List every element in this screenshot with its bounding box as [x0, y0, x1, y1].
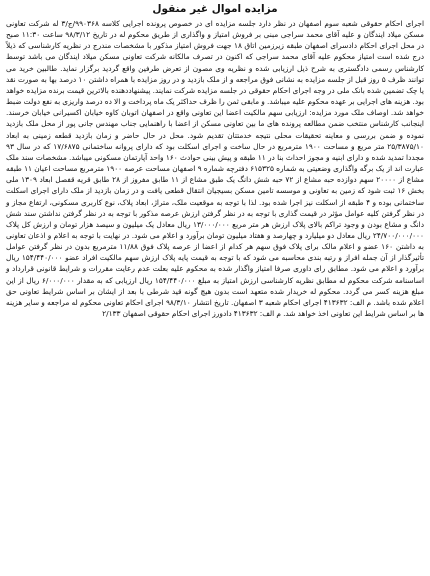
notice-title: مزایده اموال غیر منقول [152, 3, 278, 15]
notice-body-text: اجرای احکام حقوقی شعبه سوم اصفهان در نظر دارد جلسه مزایده ای در خصوص پرونده اجرایی کلاسه ۹۹۰۳۶۸/ج/۳ له شرکت تعاونی مسکن میلاد ایندگان و علیه آقای محمد سراجی مبنی بر فروش امتیاز و واگذاری از طریق محکوم له در تاریخ ۹۸/۳/۱۲ ساعت ۱۱:۳۰ صبح در محل اجرای احکام دادسرای اصفهان طبقه زیرزمین اتاق ۱۸ جهت فروش امتیاز مذکور با مشخصات مندرج در نظریه کارشناسی که ذیلاً درج شده است امتیاز محکوم علیه آقای محمد سراجی که اکنون در تصرف مالکانه شرکت تعاونی مسکن میلاد ایندگان می باشد توسط کارشناس رسمی دادگستری به شرح ذیل ارزیابی شده و نظریه وی مصون از تعرض طرفین واقع گردید برگزار نماید. طالبین خرید می توانند ظرف ۵ روز قبل از جلسه مزایده به نشانی فوق مراجعه و از ملک بازدید و در روز مزایده با همراه داشتن ۱۰ درصد بها به صورت نقد یا چک تضمین شده بانک ملی در وجه اجرای احکام حقوقی در جلسه مزایده شرکت نمایند. پیشنهاددهنده بالاترین قیمت برنده مزایده خواهد بود. هزینه های اجرایی بر عهده محکوم علیه میباشد. و مابقی ثمن را ظرف حداکثر یک ماه پرداخت و الا ده درصد واریزی به نفع دولت ضبط خواهد شد. اوصاف ملک مورد مزایده: ارزیابی سهم مالکیت اعضا این تعاونی واقع در اصفهان اتوبان کاوه خیابان اکسیرانی خیابان خرسند. اینجانب کارشناس منتخب ضمن مطالعه پرونده های ما بین تعاونی مسکن از اعضا با راهنمایی جناب مهندس جانی پور از محل ملک بازدید نموده و ضمن بررسی و معاینه تحقیقات محلی نتیجه خدمتتان تقدیم شود. محل در حال حاضر و زمان بازدید قطعه زمینی به ابعاد ۲۵/۳۸۷۵/۱۰ متر مربع و مساحت ۱۹۰۰ مترمربع در حال ساخت و اجرای اسکلت بود که دارای پروانه ساختمانی ۱۷/۶۸۷۵ که در سال ۹۳ مجددا تمدید شده و دارای ابنیه و مجوز احداث بنا در ۱۱ طبقه و پیش بینی حوادث ۱۶۰ واحد آپارتمان مسکونی میباشد. مشخصات سند ملک عبارت اند از یک برگه واگذاری وضعیتی به شماره ۶۱۵۳۲۵ دفترچه شماره ۹ اصفهان مساحت عرصه ۱۹۰۰ مترمربع مساحت اعیان ۱۱ طبقه مشاع از ۲۰۰۰۰ سهم دوازده حبه مشاع از ۷۲ حبه شش دانگ یک طبق مشاع از ۱۱ طابق مفروز از ۲۸ طابق قریه قفصل ابعاد ۱۳۰۹ ملی بخش ۱۶ ثبت شود که زمین به تعاونی و موسسه تامین مسکن بسیجیان انتقال قطعی یافت و در زمان بازدید از ملک دارای اجرای اسکلت ساختمانی بوده و ۴ طبقه از اسکلت نیز اجرا شده بود. لذا با توجه به موقعیت ملک، متراژ، ابعاد پلاک، نوع کاربری مسکونی، ارتفاع مجاز و در نظر گرفتن کلیه عوامل مؤثر در قیمت گذاری با توجه به در نظر گرفتن ارزش عرصه مذکور با توجه به در نظر گرفتن نداشتن سند شش دانگ و مشاع بودن و وجود تراکم بالای پلاک ارزش هر متر مربع ۱۳/۰۰۰/۰۰۰ ریال معادل یک میلیون و سیصد هزار تومان و ارزش کل پلاک ۲۴/۷۰۰/۰۰۰/۰۰۰ ریال معادل دو میلیارد و چهارصد و هفتاد میلیون تومان برآورد و اعلام می شود. در نهایت با توجه به اعلام و اذعان تعاونی به داشتن ۱۶۰ عضو و اعلام مالک برای پلاک فوق سهم هر کدام از اعضا از عرصه پلاک فوق ۱۱/۸۸ مترمربع بدون در نظر گرفتن عوامل تأثیرگذار از آن جمله افراز و رتبه بندی محاسبه می شود که با توجه به قیمت پایه پلاک ارزش سهم مالکیت افراد عضو ۱۵۴/۴۴۰/۰۰۰ ریال برآورد و اعلام می شود. مطابق رای داوری صرفا امتیاز واگذار شده به محکوم علیه بعلت عدم رعایت مقررات و شرایط قانونی قرارداد و اساسنامه شرکت محکوم له مطابق نظریه کارشناسی ارزش امتیاز به مبلغ ۱۵۴/۴۴۰/۰۰۰ ریال ارزیابی که به مقدار ۶/۰۰۰/۰۰۰ ریال از این مبلغ هزینه کسر می گردد. محکوم له خریدار شده متعهد است بدون هیچ گونه قید شرطی با بعد از ایشان بر اساس شرایط تعاونی حق اعلام شده باشد. م الف: ۴۱۳۶۳۲ اجرای احکام شعبه ۳ اصفهان. تاریخ انتشار ۹۸/۳/۱۰ اجرای احکام تعاونی محکوم له مراجعه و سایر هزینه ها بر اساس شرایط این تعاونی اخذ خواهد شد. م الف: ۴۱۳۶۳۲ دادورز اجرای احکام حقوقی اصفهان ۲/۱۳۳ [6, 19, 425, 319]
